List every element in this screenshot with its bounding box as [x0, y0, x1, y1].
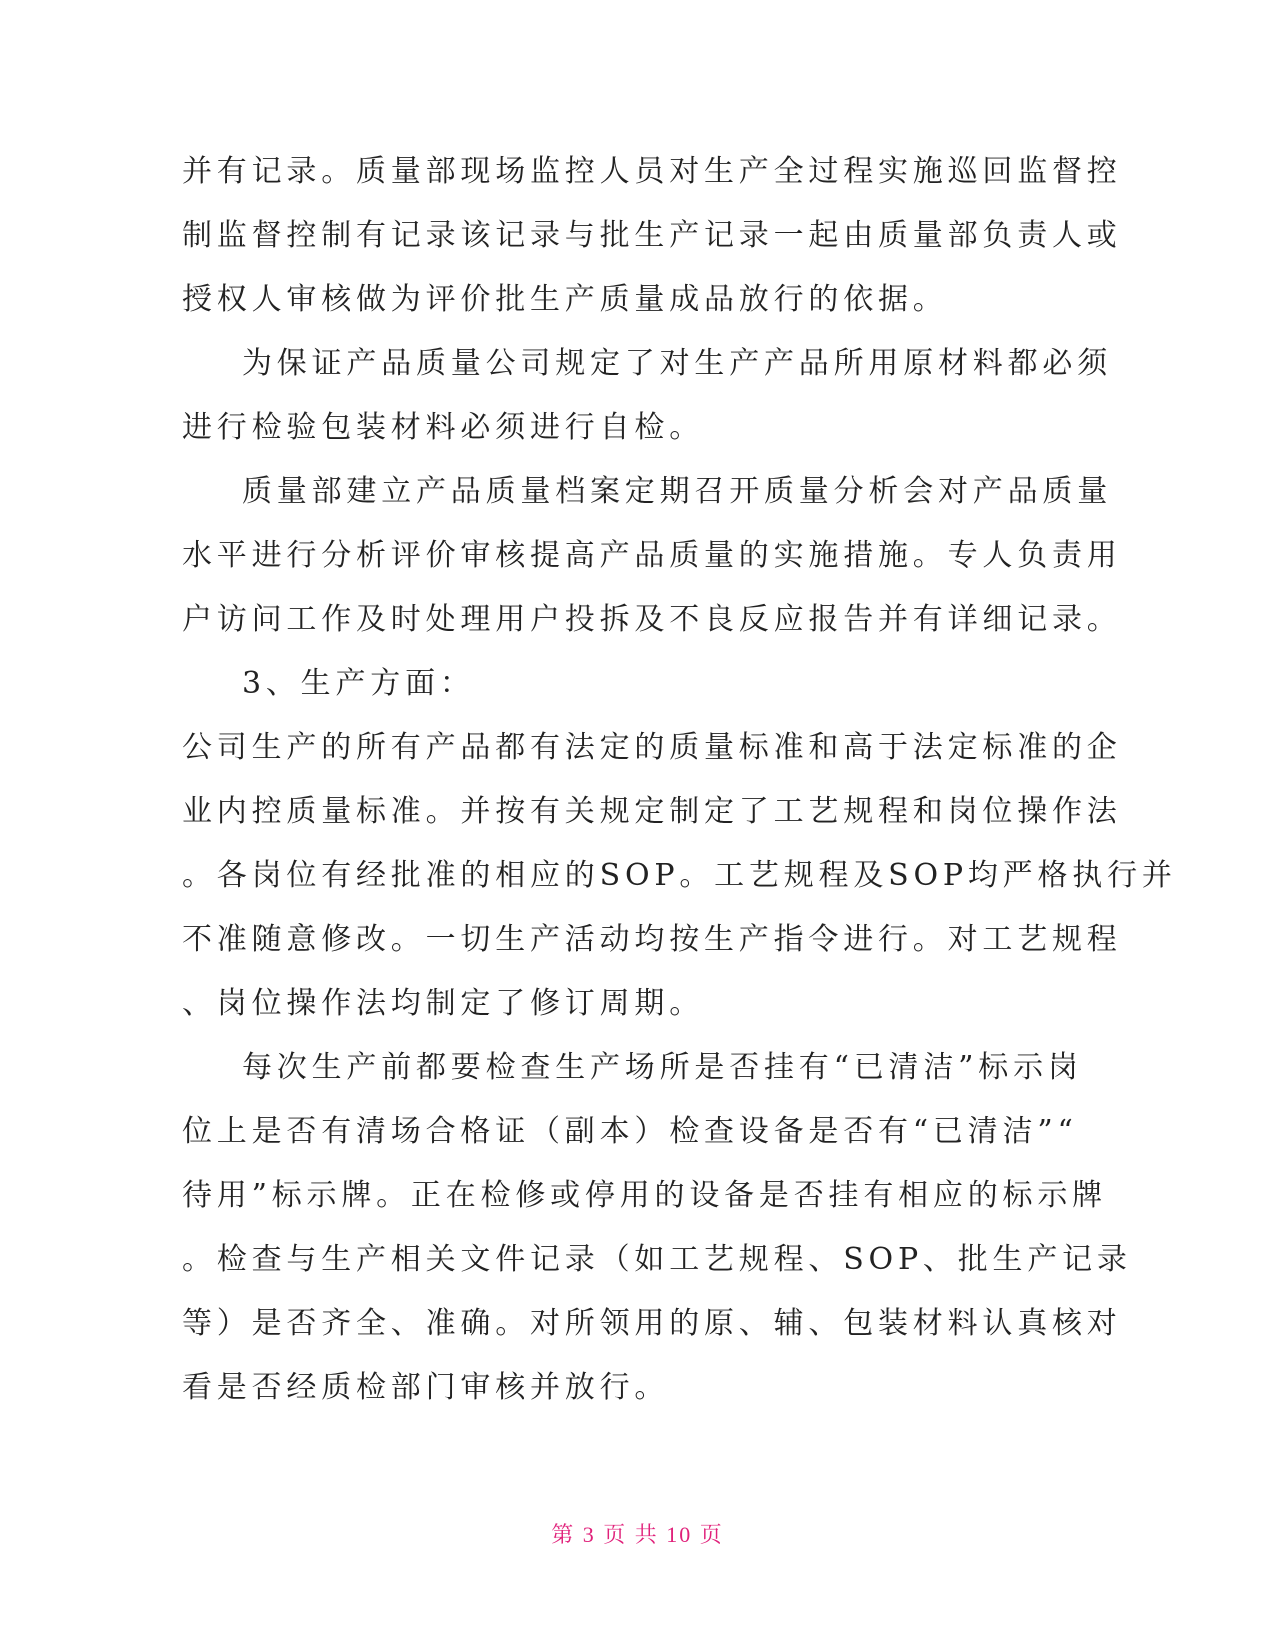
text-line: 。各岗位有经批准的相应的SOP。工艺规程及SOP均严格执行并 — [182, 858, 1177, 893]
text-line: 位上是否有清场合格证（副本）检查设备是否有“已清洁”“ — [182, 1114, 1078, 1149]
paragraph-start-line: 每次生产前都要检查生产场所是否挂有“已清洁”标示岗 — [242, 1050, 1083, 1085]
text-line: 看是否经质检部门审核并放行。 — [182, 1370, 670, 1405]
paragraph-start-line: 质量部建立产品质量档案定期召开质量分析会对产品质量 — [242, 474, 1112, 509]
text-line: 、岗位操作法均制定了修订周期。 — [182, 986, 704, 1021]
text-line: 制监督控制有记录该记录与批生产记录一起由质量部负责人或 — [182, 218, 1122, 253]
text-line: 不准随意修改。一切生产活动均按生产指令进行。对工艺规程 — [182, 922, 1122, 957]
page-number-footer: 第 3 页 共 10 页 — [551, 1522, 724, 1547]
text-line: 户访问工作及时处理用户投拆及不良反应报告并有详细记录。 — [182, 602, 1122, 637]
section-heading: 3、生产方面： — [242, 666, 475, 701]
text-line: 待用”标示牌。正在检修或停用的设备是否挂有相应的标示牌 — [182, 1178, 1107, 1213]
text-line: 授权人审核做为评价批生产质量成品放行的依据。 — [182, 282, 948, 317]
text-line: 并有记录。质量部现场监控人员对生产全过程实施巡回监督控 — [182, 154, 1122, 189]
paragraph-start-line: 为保证产品质量公司规定了对生产产品所用原材料都必须 — [242, 346, 1112, 381]
text-line: 公司生产的所有产品都有法定的质量标准和高于法定标准的企 — [182, 730, 1122, 765]
text-line: 等）是否齐全、准确。对所领用的原、辅、包装材料认真核对 — [182, 1306, 1122, 1341]
text-line: 水平进行分析评价审核提高产品质量的实施措施。专人负责用 — [182, 538, 1122, 573]
text-line: 进行检验包装材料必须进行自检。 — [182, 410, 704, 445]
text-line: 业内控质量标准。并按有关规定制定了工艺规程和岗位操作法 — [182, 794, 1122, 829]
document-body — [182, 140, 1177, 1420]
text-line: 。检查与生产相关文件记录（如工艺规程、SOP、批生产记录 — [182, 1242, 1132, 1277]
